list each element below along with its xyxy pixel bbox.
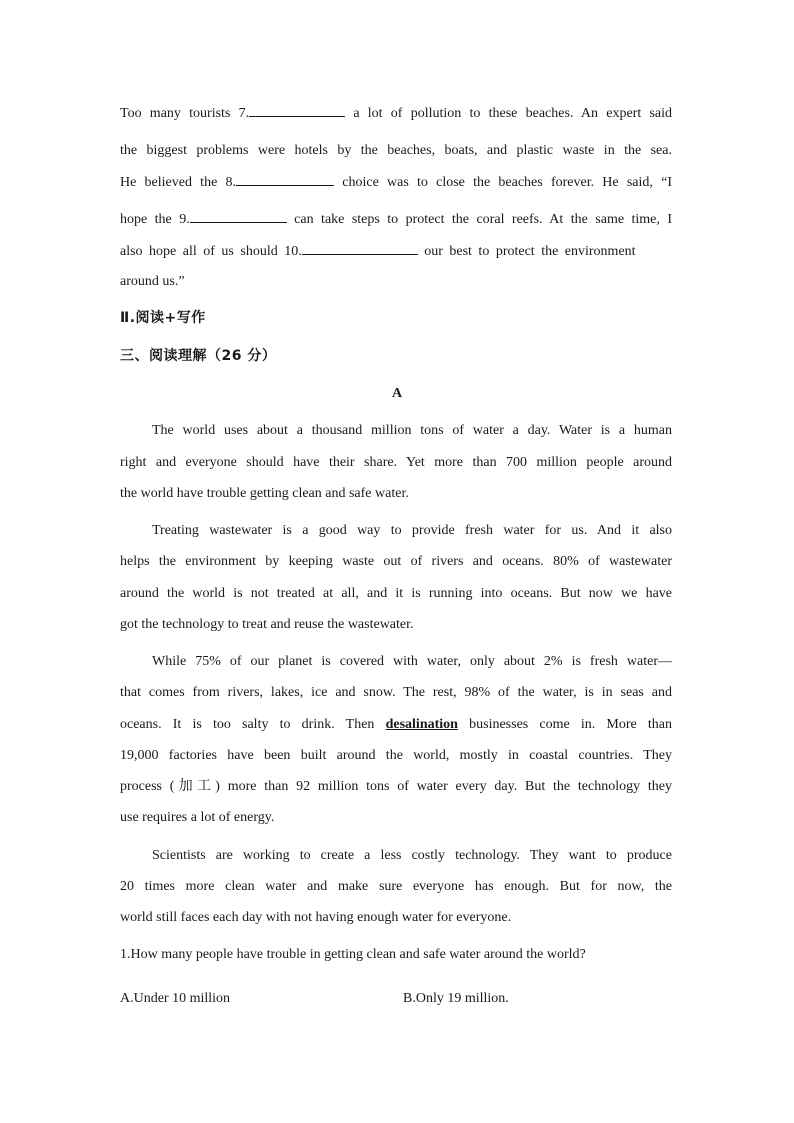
cloze-line-5 — [120, 242, 668, 261]
passage-line: right and everyone should have their share. Yet more than 700 million people around — [120, 455, 672, 470]
question-1-option-b[interactable]: B.Only 19 million. — [403, 991, 509, 1006]
reading-section-title: 三、阅读理解（26 分） — [120, 348, 277, 364]
cloze-text: a lot of pollution to these beaches. An expert said — [353, 106, 672, 121]
passage-line: use requires a lot of energy. — [120, 810, 275, 825]
passage-line: around the world is not treated at all, and it is running into oceans. But now we have — [120, 586, 672, 601]
cloze-text: He believed the 8. — [120, 175, 237, 190]
passage-line: 19,000 factories have been built around the world, mostly in coastal countries. They — [120, 748, 672, 763]
passage-line: the world have trouble getting clean and safe water. — [120, 486, 409, 501]
passage-line — [120, 716, 672, 734]
passage-line: got the technology to treat and reuse the wastewater. — [120, 617, 414, 632]
blank-7[interactable] — [249, 104, 345, 117]
passage-line: world still faces each day with not having enough water for everyone. — [120, 910, 512, 925]
cloze-text: our best to protect the environment — [424, 244, 636, 259]
passage-text: oceans. It is too salty to drink. Then — [120, 717, 375, 732]
cloze-line-6 — [120, 273, 672, 291]
cloze-text: the biggest problems were hotels by the beaches, boats, and plastic waste in the sea. — [120, 143, 672, 158]
blank-9[interactable] — [190, 210, 287, 223]
question-1-stem: 1.How many people have trouble in getting clean and safe water around the world? — [120, 947, 586, 962]
cloze-text: also hope all of us should 10. — [120, 244, 302, 259]
cloze-text: can take steps to protect the coral reefs. At the same time, I — [294, 212, 672, 227]
cloze-line-2 — [120, 142, 672, 160]
passage-label: A — [391, 386, 403, 401]
passage-line: While 75% of our planet is covered with water, only about 2% is fresh water— — [152, 654, 672, 669]
passage-line: The world uses about a thousand million tons of water a day. Water is a human — [152, 423, 672, 438]
question-1-option-a[interactable]: A.Under 10 million — [120, 991, 231, 1006]
cloze-line-4 — [120, 210, 672, 229]
cloze-text: around us.” — [120, 274, 185, 289]
passage-text: businesses come in. More than — [469, 717, 673, 732]
cloze-text: Too many tourists 7. — [120, 106, 250, 121]
blank-10[interactable] — [302, 242, 418, 255]
passage-line: process (加工) more than 92 million tons of water every day. But the technology they — [120, 779, 672, 794]
keyword-desalination: desalination — [385, 717, 458, 732]
cloze-line-3 — [120, 173, 672, 192]
cloze-text: choice was to close the beaches forever. He said, “I — [342, 175, 673, 190]
cloze-line-1 — [120, 104, 672, 123]
passage-line: Treating wastewater is a good way to provide fresh water for us. And it also — [152, 523, 672, 538]
blank-8[interactable] — [236, 173, 334, 186]
passage-line: that comes from rivers, lakes, ice and snow. The rest, 98% of the water, is in seas and — [120, 685, 672, 700]
part-title: Ⅱ.阅读+写作 — [120, 310, 206, 326]
passage-line: Scientists are working to create a less costly technology. They want to produce — [152, 848, 672, 863]
passage-line: helps the environment by keeping waste out of rivers and oceans. 80% of wastewater — [120, 554, 672, 569]
cloze-text: hope the 9. — [120, 212, 190, 227]
passage-line: 20 times more clean water and make sure everyone has enough. But for now, the — [120, 879, 672, 894]
